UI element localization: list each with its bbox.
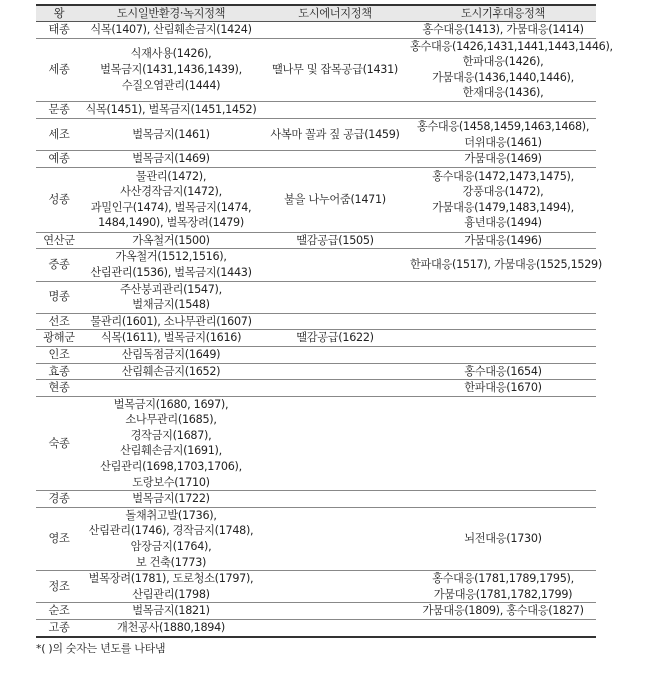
- header-green-policy: 도시일반환경·녹지정책: [116, 7, 226, 20]
- cell-text-line: 산림관리(1698,1703,1706),: [100, 460, 242, 474]
- cell-text-line: 수질오염관리(1444): [121, 78, 221, 92]
- green-policy-cell: [82, 38, 260, 101]
- cell-text-line: 산림관리(1536), 벌목금지(1443): [90, 265, 252, 279]
- green-policy-cell: [82, 313, 260, 330]
- green-policy-cell: [82, 380, 260, 397]
- energy-policy-cell: [260, 249, 410, 281]
- king-cell: 광해군: [43, 331, 75, 345]
- king-cell: 세조: [48, 127, 70, 141]
- cell-text-line: 식재사용(1426),: [130, 47, 212, 61]
- climate-policy-cell: [410, 620, 596, 637]
- climate-policy-cell: [410, 507, 596, 570]
- green-policy-cell: [82, 118, 260, 150]
- cell-text-line: 산림훼손금지(1652): [121, 364, 221, 378]
- energy-policy-cell: [260, 507, 410, 570]
- cell-text-line: 식목(1407), 산림훼손금지(1424): [90, 23, 252, 36]
- energy-policy-cell: [260, 281, 410, 313]
- green-policy-cell: [82, 232, 260, 249]
- cell-text-line: 1484,1490), 벌목장려(1479): [98, 216, 244, 230]
- cell-text-line: 뇌전대응(1730): [464, 532, 542, 546]
- table-row: [36, 249, 596, 281]
- green-policy-cell: [82, 101, 260, 118]
- climate-policy-cell: [410, 232, 596, 249]
- cell-text-line: 한재대응(1436),: [462, 86, 544, 100]
- energy-policy-cell: [260, 118, 410, 150]
- energy-policy-cell: [260, 167, 410, 232]
- cell-text-line: 불을 나누어줌(1471): [284, 192, 386, 206]
- cell-text-line: 흉년대응(1494): [464, 216, 542, 230]
- cell-text-line: 산림관리(1798): [132, 587, 210, 601]
- green-policy-cell: [82, 396, 260, 491]
- climate-policy-cell: [410, 249, 602, 281]
- cell-text-line: 강풍대응(1472),: [462, 185, 544, 199]
- climate-policy-cell: [410, 380, 596, 397]
- green-policy-cell: [82, 346, 260, 363]
- cell-text-line: 가옥철거(1500): [132, 233, 210, 247]
- table-row: [36, 101, 596, 118]
- king-cell: 현종: [48, 381, 70, 395]
- cell-text-line: 돌채취고발(1736),: [125, 508, 217, 522]
- king-cell: 성종: [48, 192, 70, 206]
- table-row: [36, 118, 596, 150]
- cell-text-line: 과밀인구(1474), 벌목금지(1474,: [90, 200, 252, 214]
- king-cell: 효종: [48, 364, 70, 378]
- king-cell: 정조: [48, 580, 70, 594]
- table-row: [36, 507, 596, 570]
- cell-text-line: 홍수대응(1654): [464, 364, 542, 378]
- cell-text-line: 벌목금지(1461): [132, 127, 210, 141]
- green-policy-cell: [82, 620, 260, 637]
- table-row: [36, 38, 596, 101]
- cell-text-line: 한파대응(1426),: [462, 55, 544, 69]
- header-energy-policy: 도시에너지정책: [298, 7, 372, 20]
- climate-policy-cell: [410, 603, 596, 620]
- climate-policy-cell: [410, 571, 596, 603]
- energy-policy-cell: [260, 232, 410, 249]
- table-row: [36, 281, 596, 313]
- green-policy-cell: [82, 22, 260, 39]
- cell-text-line: 땔감공급(1622): [296, 331, 374, 345]
- king-cell: 세종: [48, 62, 70, 76]
- energy-policy-cell: [260, 603, 410, 620]
- cell-text-line: 가옥철거(1512,1516),: [115, 250, 227, 264]
- energy-policy-cell: [260, 571, 410, 603]
- cell-text-line: 산림관리(1746), 경작금지(1748),: [88, 524, 254, 538]
- energy-policy-cell: [260, 151, 410, 168]
- cell-text-line: 가뭄대응(1436,1440,1446),: [432, 70, 574, 84]
- cell-text-line: 한파대응(1670): [464, 381, 542, 395]
- table-row: [36, 363, 596, 380]
- green-policy-cell: [82, 571, 260, 603]
- climate-policy-cell: [410, 167, 596, 232]
- climate-policy-cell: [410, 491, 596, 508]
- cell-text-line: 홍수대응(1458,1459,1463,1468),: [416, 119, 590, 133]
- cell-text-line: 벌목금지(1821): [132, 604, 210, 618]
- king-cell: 영조: [48, 532, 70, 546]
- climate-policy-cell: [410, 346, 596, 363]
- table-row: [36, 380, 596, 397]
- cell-text-line: 가뭄대응(1496): [464, 233, 542, 247]
- king-cell: 문종: [48, 103, 70, 117]
- table-row: [36, 151, 596, 168]
- king-cell: 숙종: [48, 436, 70, 450]
- cell-text-line: 홍수대응(1781,1789,1795),: [432, 572, 574, 586]
- green-policy-cell: [82, 363, 260, 380]
- cell-text-line: 벌목금지(1431,1436,1439),: [100, 62, 242, 76]
- cell-text-line: 보 건축(1773): [135, 555, 207, 569]
- green-policy-cell: [82, 249, 260, 281]
- table-row: [36, 346, 596, 363]
- cell-text-line: 식목(1451), 벌목금지(1451,1452): [85, 103, 257, 117]
- table-row: [36, 22, 596, 39]
- energy-policy-cell: [260, 313, 410, 330]
- energy-policy-cell: [260, 346, 410, 363]
- cell-text-line: 홍수대응(1426,1431,1441,1443,1446),: [410, 39, 613, 53]
- energy-policy-cell: [260, 396, 410, 491]
- king-cell: 인조: [48, 347, 70, 361]
- green-policy-cell: [82, 603, 260, 620]
- cell-text-line: 주산붕괴관리(1547),: [120, 282, 222, 296]
- table-row: [36, 396, 596, 491]
- table-row: [36, 313, 596, 330]
- energy-policy-cell: [260, 38, 410, 101]
- table-row: [36, 232, 596, 249]
- king-cell: 태종: [48, 23, 70, 36]
- cell-text-line: 사산경작금지(1472),: [120, 185, 222, 199]
- king-cell: 순조: [48, 604, 70, 618]
- footnote: *( )의 숫자는 년도를 나타냄: [36, 641, 166, 655]
- cell-text-line: 홍수대응(1472,1473,1475),: [432, 169, 574, 183]
- energy-policy-cell: [260, 22, 410, 39]
- king-cell: 선조: [48, 314, 70, 328]
- climate-policy-cell: [410, 330, 596, 347]
- king-cell: 경종: [48, 492, 70, 506]
- table-body: [36, 22, 613, 637]
- climate-policy-cell: [410, 101, 596, 118]
- green-policy-cell: [82, 281, 260, 313]
- king-cell: 예종: [48, 152, 70, 166]
- policy-table-container: [36, 4, 613, 656]
- energy-policy-cell: [260, 620, 410, 637]
- cell-text-line: 가뭄대응(1479,1483,1494),: [432, 200, 574, 214]
- cell-text-line: 소나무관리(1685),: [125, 413, 217, 427]
- table-row: [36, 571, 596, 603]
- cell-text-line: 도랑보수(1710): [132, 475, 210, 489]
- cell-text-line: 벌목금지(1722): [132, 492, 210, 506]
- green-policy-cell: [82, 491, 260, 508]
- cell-text-line: 더위대응(1461): [464, 135, 542, 149]
- header-king: 왕: [53, 7, 65, 20]
- climate-policy-cell: [410, 151, 596, 168]
- cell-text-line: 홍수대응(1413), 가뭄대응(1414): [422, 23, 584, 36]
- cell-text-line: 개천공사(1880,1894): [117, 621, 225, 634]
- cell-text-line: 땔나무 및 잡목공급(1431): [272, 62, 398, 76]
- king-cell: 중종: [48, 258, 70, 272]
- climate-policy-cell: [410, 313, 596, 330]
- climate-policy-cell: [410, 281, 596, 313]
- cell-text-line: 벌채금지(1548): [132, 298, 210, 312]
- table-row: [36, 167, 596, 232]
- cell-text-line: 사복마 꼴과 짚 공급(1459): [270, 127, 400, 141]
- energy-policy-cell: [260, 101, 410, 118]
- king-cell: 명종: [48, 290, 70, 304]
- cell-text-line: 벌목금지(1469): [132, 152, 210, 166]
- green-policy-cell: [82, 507, 260, 570]
- joseon-urban-policy-table: [36, 4, 613, 638]
- cell-text-line: 산림훼손금지(1691),: [120, 444, 222, 458]
- energy-policy-cell: [260, 363, 410, 380]
- green-policy-cell: [82, 330, 260, 347]
- cell-text-line: 벌목금지(1680, 1697),: [113, 397, 229, 411]
- cell-text-line: 가뭄대응(1809), 홍수대응(1827): [422, 604, 584, 618]
- table-row: [36, 491, 596, 508]
- table-header-row: [36, 5, 596, 22]
- king-cell: 고종: [48, 621, 70, 634]
- green-policy-cell: [82, 151, 260, 168]
- climate-policy-cell: [410, 118, 596, 150]
- header-climate-policy: 도시기후대응정책: [460, 7, 546, 20]
- energy-policy-cell: [260, 491, 410, 508]
- table-row: [36, 603, 596, 620]
- climate-policy-cell: [410, 396, 596, 491]
- table-row: [36, 330, 596, 347]
- cell-text-line: 경작금지(1687),: [130, 428, 212, 442]
- green-policy-cell: [82, 167, 260, 232]
- cell-text-line: 암장금지(1764),: [130, 540, 212, 554]
- cell-text-line: 물관리(1472),: [135, 169, 207, 183]
- climate-policy-cell: [410, 22, 596, 39]
- table-row: [36, 620, 596, 637]
- cell-text-line: 산림독점금지(1649): [121, 347, 221, 361]
- cell-text-line: 가뭄대응(1469): [464, 152, 542, 166]
- cell-text-line: 가뭄대응(1781,1782,1799): [433, 587, 573, 601]
- cell-text-line: 물관리(1601), 소나무관리(1607): [90, 314, 252, 328]
- energy-policy-cell: [260, 330, 410, 347]
- climate-policy-cell: [410, 38, 613, 101]
- climate-policy-cell: [410, 363, 596, 380]
- cell-text-line: 식목(1611), 벌목금지(1616): [100, 331, 242, 345]
- cell-text-line: 한파대응(1517), 가뭄대응(1525,1529): [410, 258, 602, 272]
- king-cell: 연산군: [43, 233, 75, 247]
- cell-text-line: 땔감공급(1505): [296, 233, 374, 247]
- cell-text-line: 벌목장려(1781), 도로청소(1797),: [88, 572, 254, 586]
- energy-policy-cell: [260, 380, 410, 397]
